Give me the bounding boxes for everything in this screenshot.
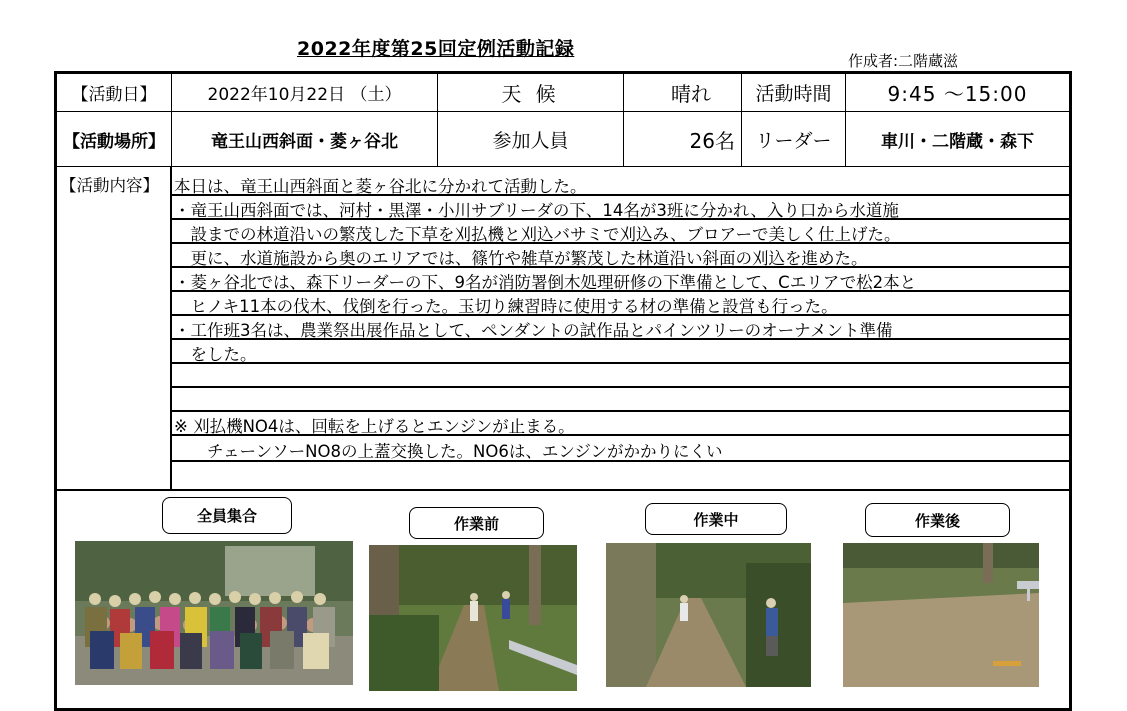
leader-value: 車川・二階蔵・森下 (846, 112, 1069, 167)
content-line: 本日は、竜王山西斜面と菱ヶ谷北に分かれて活動した。 (174, 177, 587, 196)
content-line: ・工作班3名は、農業祭出展作品として、ペンダントの試作品とパインツリーのオーナメント準備 (174, 321, 893, 340)
members-label: 参加人員 (438, 112, 624, 167)
place-label: 【活動場所】 (57, 112, 172, 167)
author: 作成者:二階蔵滋 (848, 52, 959, 70)
photo-label-before-work: 作業前 (409, 507, 544, 539)
photo-label-all-members: 全員集合 (162, 497, 292, 534)
content-label-divider (170, 167, 172, 490)
date-label: 【活動日】 (57, 74, 172, 112)
content-line: チェーンソーNO8の上蓋交換した。NO6は、エンジンがかかりにくい (174, 442, 723, 461)
place-value: 竜王山西斜面・菱ヶ谷北 (172, 112, 438, 167)
content-line: ・竜王山西斜面では、河村・黒澤・小川サブリーダの下、14名が3班に分かれ、入り口から水道施 (174, 201, 899, 220)
document-title: 2022年度第25回定例活動記録 (297, 38, 575, 60)
content-line: 更に、水道施設から奥のエリアでは、篠竹や雑草が繁茂した林道沿い斜面の刈込を進めた。 (174, 249, 868, 268)
weather-label: 天 候 (438, 74, 624, 112)
photo-label-during-work: 作業中 (645, 503, 787, 535)
members-value: 26名 (624, 112, 742, 167)
time-value: 9:45 ～15:00 (846, 74, 1069, 112)
photo-during-work (606, 543, 811, 687)
content-line: をした。 (174, 345, 257, 364)
photo-label-after-work: 作業後 (865, 503, 1010, 537)
content-line: ・菱ヶ谷北では、森下リーダーの下、9名が消防署倒木処理研修の下準備として、Cエリアで松2本と (174, 273, 917, 292)
time-label: 活動時間 (742, 74, 846, 112)
leader-label: リーダー (742, 112, 846, 167)
photo-before-work (369, 545, 577, 691)
content-label: 【活動内容】 (60, 176, 159, 195)
content-line: 設までの林道沿いの繁茂した下草を刈払機と刈込バサミで刈込み、ブロアーで美しく仕上げた。 (174, 225, 901, 244)
content-line: ※ 刈払機NO4は、回転を上げるとエンジンが止まる。 (174, 417, 575, 436)
content-bottom-border (57, 489, 1069, 491)
photo-group (75, 541, 353, 685)
photo-after-work (843, 543, 1039, 687)
content-line: ヒノキ11本の伐木、伐倒を行った。玉切り練習時に使用する材の準備と設営も行った。 (174, 297, 838, 316)
date-value: 2022年10月22日 （土） (172, 74, 438, 112)
weather-value: 晴れ (624, 74, 742, 112)
